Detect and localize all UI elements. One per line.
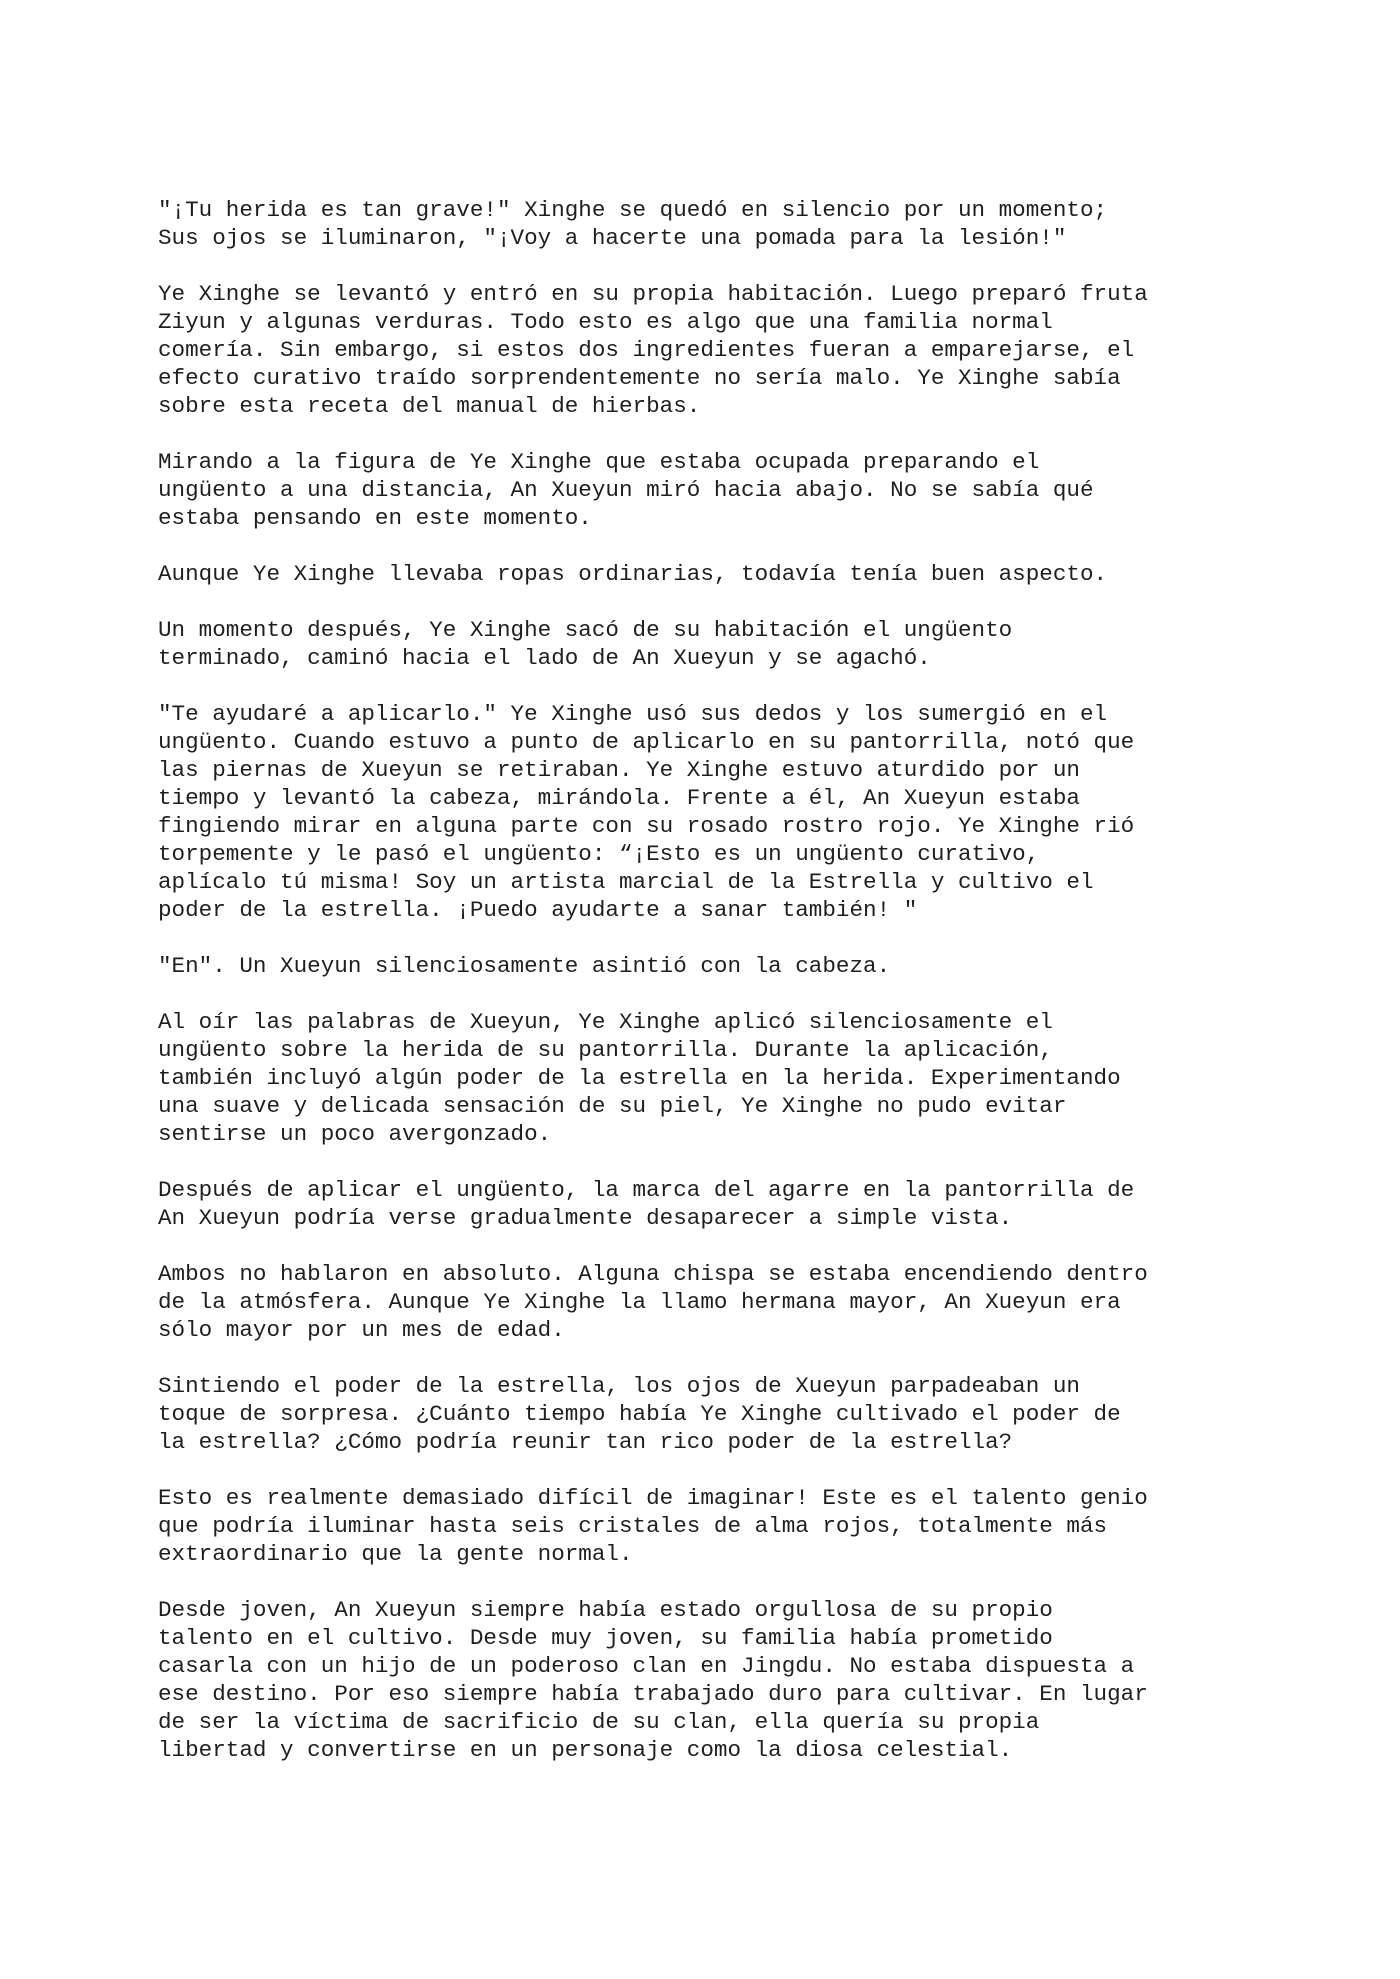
- text-line: efecto curativo traído sorprendentemente no sería malo. Ye Xinghe sabía: [158, 365, 1121, 391]
- paragraph: [158, 952, 1258, 980]
- text-line: Mirando a la figura de Ye Xinghe que estaba ocupada preparando el: [158, 449, 1040, 475]
- text-line: Al oír las palabras de Xueyun, Ye Xinghe aplicó silenciosamente el: [158, 1009, 1053, 1035]
- text-line: casarla con un hijo de un poderoso clan en Jingdu. No estaba dispuesta a: [158, 1653, 1135, 1679]
- document-body: [158, 196, 1258, 1792]
- text-line: aplícalo tú misma! Soy un artista marcial de la Estrella y cultivo el: [158, 869, 1094, 895]
- text-line: ese destino. Por eso siempre había trabajado duro para cultivar. En lugar: [158, 1681, 1148, 1707]
- text-line: poder de la estrella. ¡Puedo ayudarte a sanar también! ": [158, 897, 918, 923]
- paragraph: [158, 560, 1258, 588]
- text-line: torpemente y le pasó el ungüento: “¡Esto es un ungüento curativo,: [158, 841, 1040, 867]
- text-line: toque de sorpresa. ¿Cuánto tiempo había Ye Xinghe cultivado el poder de: [158, 1401, 1121, 1427]
- text-line: las piernas de Xueyun se retiraban. Ye Xinghe estuvo aturdido por un: [158, 757, 1080, 783]
- paragraph: [158, 448, 1258, 532]
- paragraph: [158, 1372, 1258, 1456]
- text-line: ungüento a una distancia, An Xueyun miró hacia abajo. No se sabía qué: [158, 477, 1094, 503]
- text-line: de la atmósfera. Aunque Ye Xinghe la llamo hermana mayor, An Xueyun era: [158, 1289, 1121, 1315]
- paragraph: [158, 700, 1258, 924]
- text-line: terminado, caminó hacia el lado de An Xueyun y se agachó.: [158, 645, 931, 671]
- text-line: libertad y convertirse en un personaje como la diosa celestial.: [158, 1737, 1013, 1763]
- text-line: una suave y delicada sensación de su piel, Ye Xinghe no pudo evitar: [158, 1093, 1067, 1119]
- text-line: Sus ojos se iluminaron, "¡Voy a hacerte una pomada para la lesión!": [158, 225, 1067, 251]
- text-line: An Xueyun podría verse gradualmente desaparecer a simple vista.: [158, 1205, 1013, 1231]
- text-line: comería. Sin embargo, si estos dos ingredientes fueran a emparejarse, el: [158, 337, 1135, 363]
- text-line: talento en el cultivo. Desde muy joven, su familia había prometido: [158, 1625, 1053, 1651]
- paragraph: [158, 1596, 1258, 1764]
- text-line: Ambos no hablaron en absoluto. Alguna chispa se estaba encendiendo dentro: [158, 1261, 1148, 1287]
- text-line: "En". Un Xueyun silenciosamente asintió con la cabeza.: [158, 953, 891, 979]
- text-line: Esto es realmente demasiado difícil de imaginar! Este es el talento genio: [158, 1485, 1148, 1511]
- text-line: tiempo y levantó la cabeza, mirándola. Frente a él, An Xueyun estaba: [158, 785, 1080, 811]
- text-line: fingiendo mirar en alguna parte con su rosado rostro rojo. Ye Xinghe rió: [158, 813, 1135, 839]
- text-line: de ser la víctima de sacrificio de su clan, ella quería su propia: [158, 1709, 1040, 1735]
- paragraph: [158, 1260, 1258, 1344]
- text-line: Desde joven, An Xueyun siempre había estado orgullosa de su propio: [158, 1597, 1053, 1623]
- text-line: Aunque Ye Xinghe llevaba ropas ordinarias, todavía tenía buen aspecto.: [158, 561, 1108, 587]
- text-line: "Te ayudaré a aplicarlo." Ye Xinghe usó sus dedos y los sumergió en el: [158, 701, 1108, 727]
- text-line: también incluyó algún poder de la estrella en la herida. Experimentando: [158, 1065, 1121, 1091]
- text-line: la estrella? ¿Cómo podría reunir tan rico poder de la estrella?: [158, 1429, 1013, 1455]
- paragraph: [158, 280, 1258, 420]
- paragraph: [158, 196, 1258, 252]
- paragraph: [158, 1008, 1258, 1148]
- paragraph: [158, 1176, 1258, 1232]
- paragraph: [158, 1484, 1258, 1568]
- text-line: ungüento sobre la herida de su pantorrilla. Durante la aplicación,: [158, 1037, 1053, 1063]
- text-line: Un momento después, Ye Xinghe sacó de su habitación el ungüento: [158, 617, 1013, 643]
- text-line: Sintiendo el poder de la estrella, los ojos de Xueyun parpadeaban un: [158, 1373, 1080, 1399]
- text-line: sobre esta receta del manual de hierbas.: [158, 393, 701, 419]
- text-line: sentirse un poco avergonzado.: [158, 1121, 552, 1147]
- text-line: Ziyun y algunas verduras. Todo esto es algo que una familia normal: [158, 309, 1053, 335]
- text-line: Después de aplicar el ungüento, la marca del agarre en la pantorrilla de: [158, 1177, 1135, 1203]
- text-line: ungüento. Cuando estuvo a punto de aplicarlo en su pantorrilla, notó que: [158, 729, 1135, 755]
- text-line: "¡Tu herida es tan grave!" Xinghe se quedó en silencio por un momento;: [158, 197, 1108, 223]
- text-line: estaba pensando en este momento.: [158, 505, 592, 531]
- text-line: que podría iluminar hasta seis cristales de alma rojos, totalmente más: [158, 1513, 1108, 1539]
- text-line: sólo mayor por un mes de edad.: [158, 1317, 565, 1343]
- paragraph: [158, 616, 1258, 672]
- text-line: Ye Xinghe se levantó y entró en su propia habitación. Luego preparó fruta: [158, 281, 1148, 307]
- text-line: extraordinario que la gente normal.: [158, 1541, 633, 1567]
